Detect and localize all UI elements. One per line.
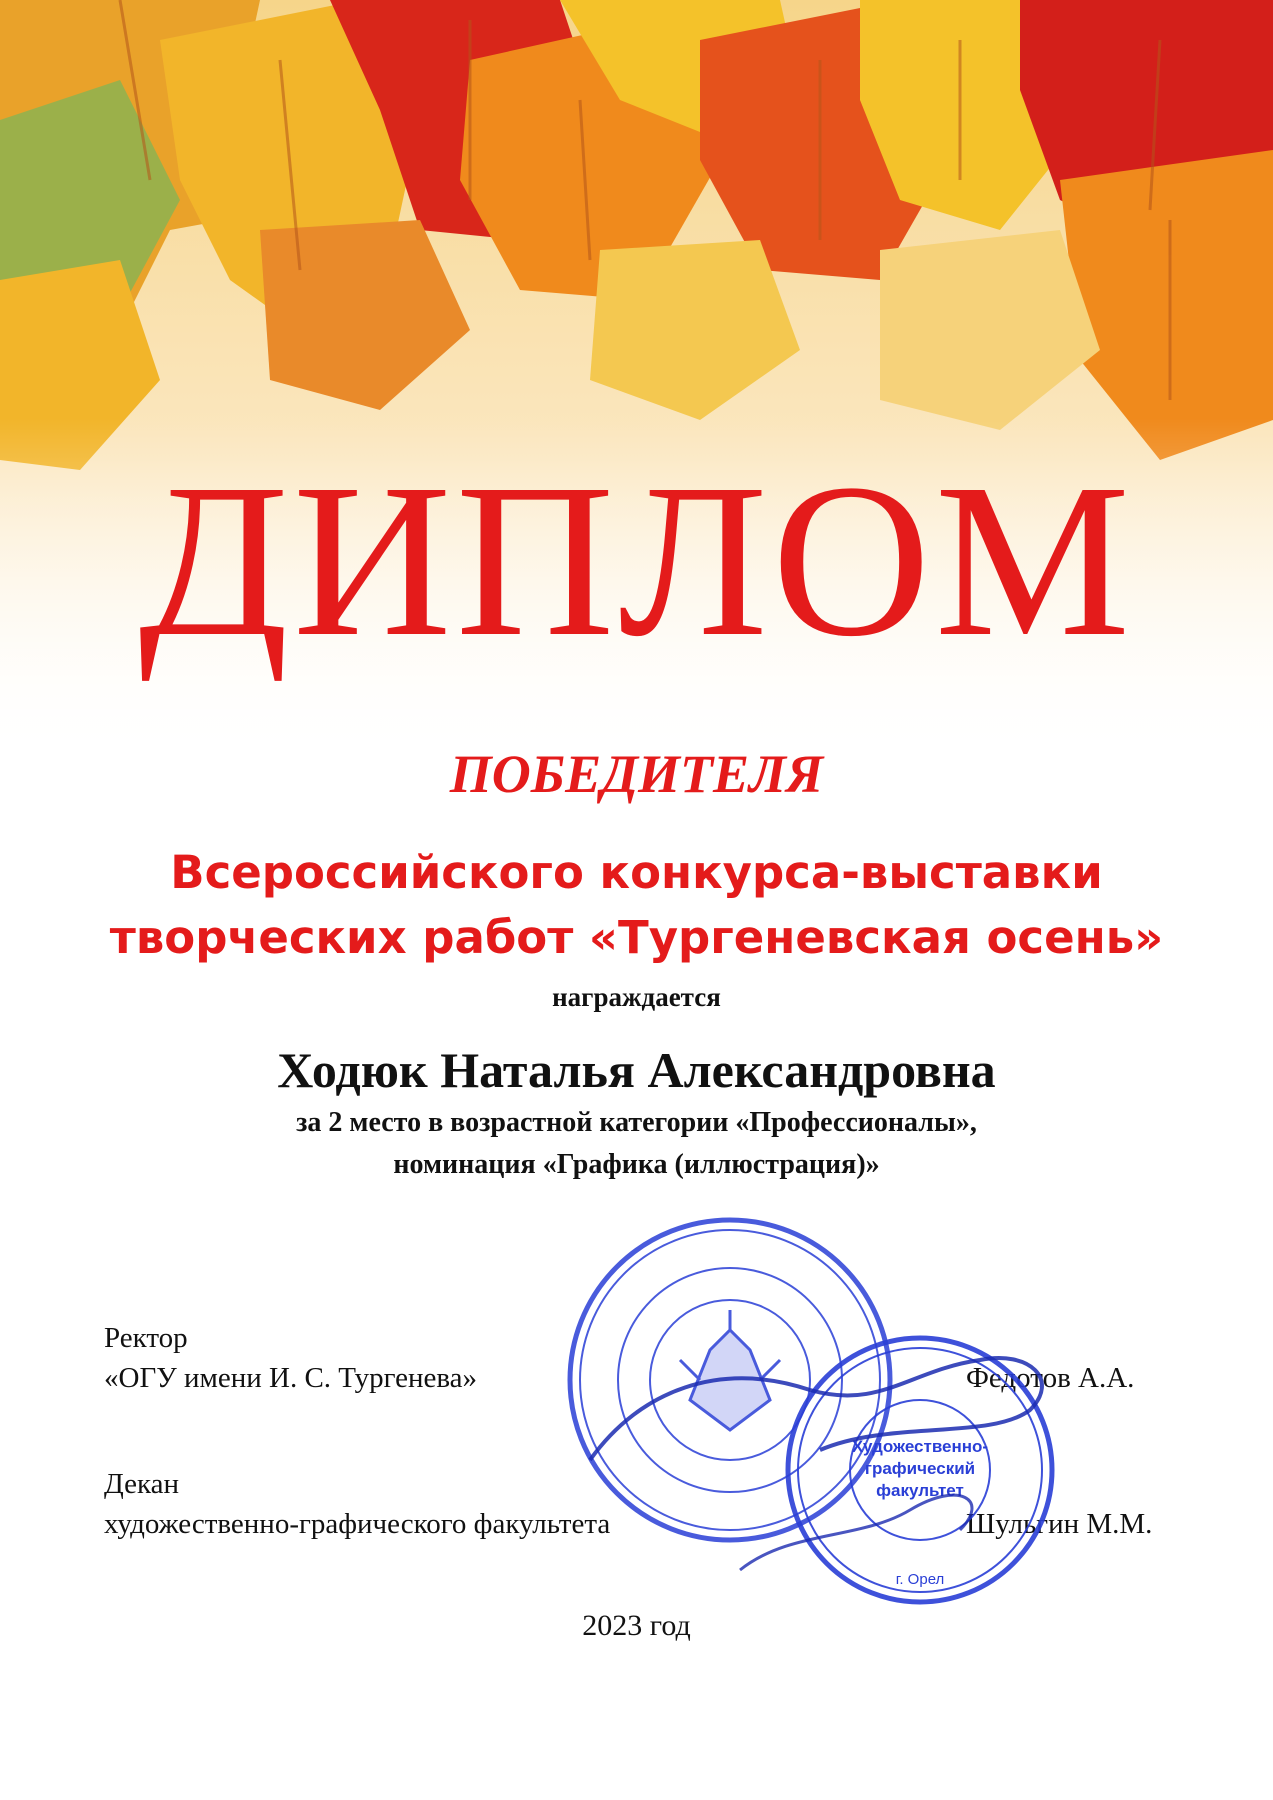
dean-organization: художественно-графического факультета (104, 1508, 611, 1540)
official-stamps (560, 1210, 1080, 1610)
rector-title: Ректор (104, 1322, 188, 1354)
rector-organization: «ОГУ имени И. С. Тургенева» (104, 1362, 478, 1394)
year: 2023 год (582, 1609, 691, 1642)
recipient-name: Ходюк Наталья Александровна (277, 1042, 996, 1098)
place-description-line1: за 2 место в возрастной категории «Профессионалы», (296, 1107, 977, 1138)
winner-subtitle: ПОБЕДИТЕЛЯ (449, 744, 824, 804)
awarded-text: награждается (552, 982, 721, 1012)
faculty-stamp-text-1: Художественно- (851, 1437, 989, 1456)
contest-name-line2: творческих работ «Тургеневская осень» (109, 911, 1164, 964)
faculty-stamp-text-3: факультет (876, 1481, 964, 1500)
dean-title: Декан (104, 1468, 180, 1500)
faculty-stamp-text-2: графический (864, 1459, 976, 1478)
faculty-stamp-city: г. Орел (895, 1571, 945, 1588)
place-description-line2: номинация «Графика (иллюстрация)» (393, 1149, 880, 1180)
diploma-title: ДИПЛОМ (138, 438, 1135, 682)
rector-name: Федотов А.А. (966, 1362, 1135, 1394)
dean-name: Шульгин М.М. (966, 1508, 1153, 1540)
contest-name-line1: Всероссийского конкурса-выставки (170, 846, 1103, 899)
